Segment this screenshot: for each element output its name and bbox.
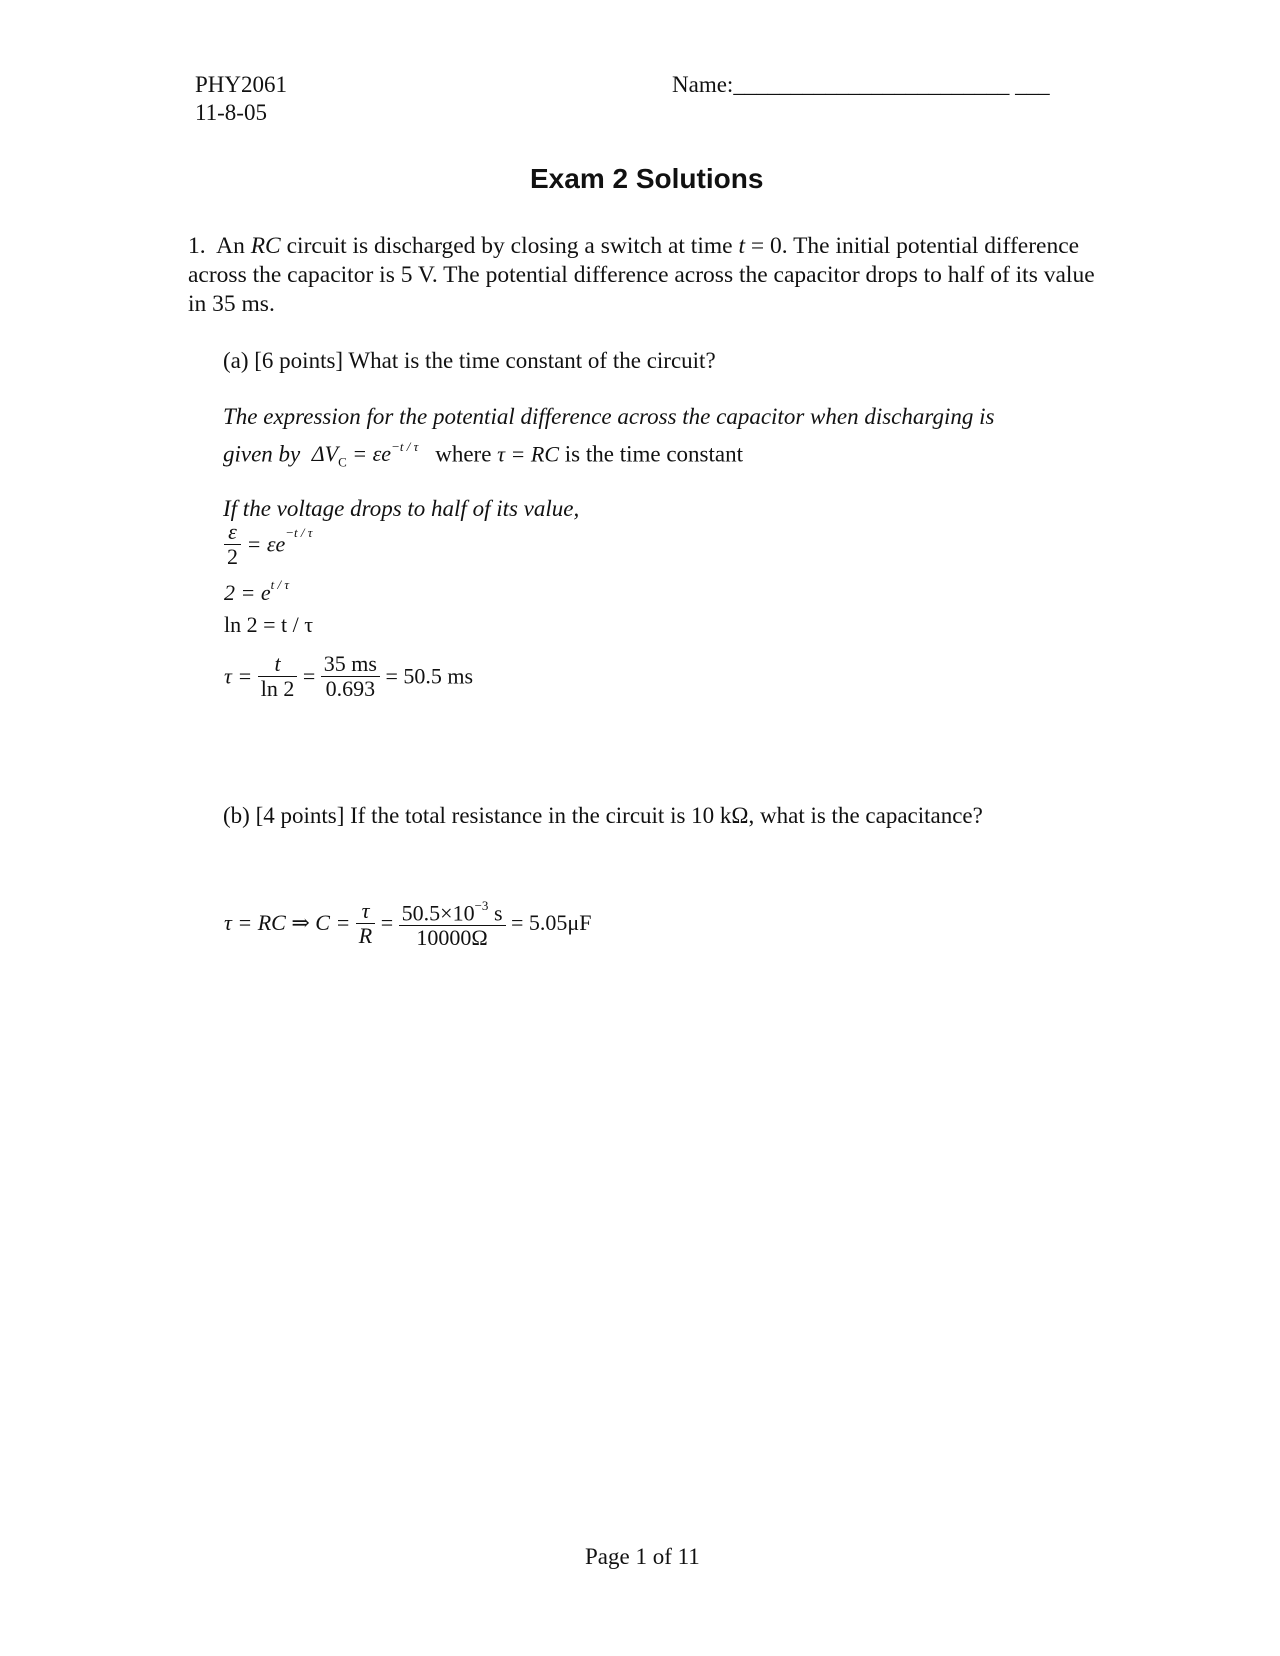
course-code: PHY2061 — [195, 72, 288, 97]
equation-capacitance: τ = RC ⇒ C = $\frac{\tau}{R}$ = $\frac{50.5\times 10^{-3} s}{10000\Omega}$ = 5.05μF — [224, 897, 592, 951]
fraction-tau-over-r: $\frac{\tau}{R}$ — [356, 899, 375, 948]
page-title: Exam 2 Solutions — [530, 163, 764, 194]
problem-number: 1. — [188, 233, 206, 259]
expression-intro: The expression for the potential difference across the capacitor when discharging is — [223, 404, 995, 429]
capacitance-result: = 5.05μF — [511, 910, 592, 936]
equation-half-voltage: $\frac{\varepsilon}{2}$ = $\varepsilon e^{-t / \tau}$ — [224, 520, 312, 569]
fraction-tau-value-over-resistance: $\frac{50.5\times 10^{-3} s}{10000\Omega}$ — [399, 896, 506, 950]
fraction-t-over-ln2: $\frac{t}{\ln 2}$ — [258, 652, 298, 701]
exam-date: 11-8-05 — [195, 100, 267, 125]
name-field — [672, 70, 1050, 99]
tau-result: = 50.5 ms — [385, 663, 474, 689]
equation-two-equals-exp: $2 = e^{t / \tau}$ — [224, 576, 290, 605]
problem-1-statement: 1. An RC circuit is discharged by closing a switch at time t = 0. The initial potential difference across the capacitor is 5 V. The potential difference across the capacitor drops to half of its value in 35 ms. — [188, 233, 1095, 317]
equation-ln2: ln 2 = t / τ — [224, 612, 314, 637]
part-b-question: (b) [4 points] If the total resistance in the circuit is 10 kΩ, what is the capacitance? — [223, 803, 983, 828]
fraction-35ms-over-0693: $\frac{35 ms}{0.693}$ — [321, 652, 380, 701]
expression-line: given by $\Delta V_C = \varepsilon e^{-t / \tau}$ where τ = RC is the time constant — [223, 439, 743, 470]
name-label: Name: — [672, 72, 734, 97]
page-number: Page 1 of 11 — [585, 1544, 700, 1569]
delta-v-equation: $\Delta V_C = \varepsilon e^{-t / \tau}$ — [311, 439, 419, 470]
name-blank: ________________________ ___ — [733, 72, 1050, 97]
part-a-question: (a) [6 points] What is the time constant of the circuit? — [223, 348, 716, 373]
fraction-eps-over-2: $\frac{\varepsilon}{2}$ — [224, 520, 241, 569]
voltage-drop-intro: If the voltage drops to half of its value, — [223, 496, 580, 521]
equation-tau-result: τ = $\frac{t}{\ln 2}$ = $\frac{35 ms}{0.693}$ = 50.5 ms — [224, 651, 474, 701]
